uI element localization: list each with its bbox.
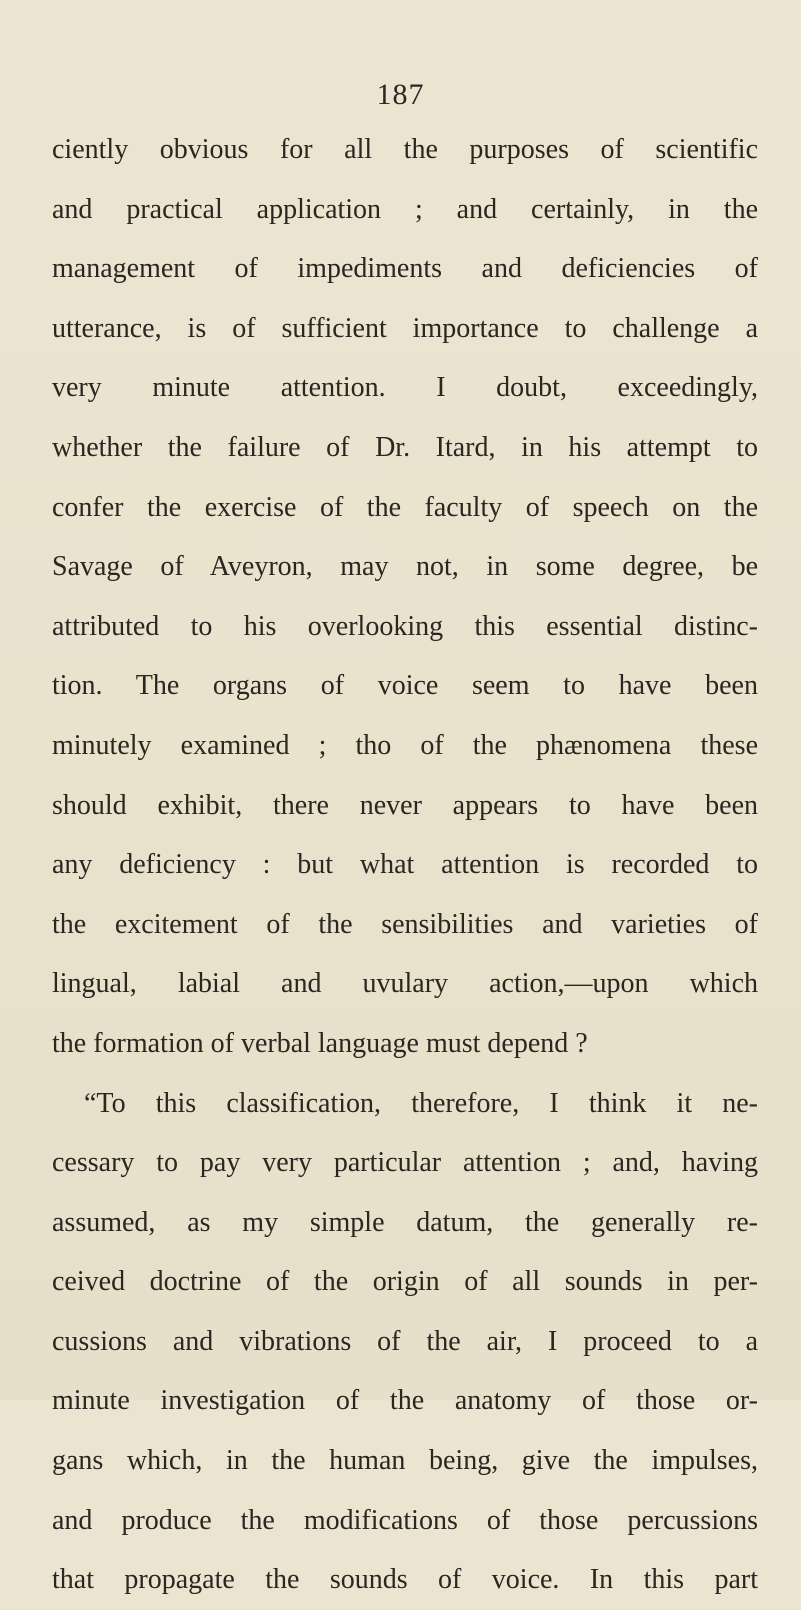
text-line: should exhibit, there never appears to have been: [52, 789, 758, 821]
text-line: any deficiency : but what attention is recorded to: [52, 849, 758, 881]
text-line: minute investigation of the anatomy of those or-: [52, 1385, 758, 1417]
text-line: and produce the modifications of those percussions: [52, 1504, 758, 1536]
text-line: very minute attention. I doubt, exceedingly,: [52, 372, 758, 404]
text-line: lingual, labial and uvulary action,—upon which: [52, 968, 758, 1000]
text-line: and practical application ; and certainly, in the: [52, 193, 758, 225]
text-line: the excitement of the sensibilities and varieties of: [52, 908, 758, 940]
text-line: whether the failure of Dr. Itard, in his attempt to: [52, 431, 758, 463]
text-line: Savage of Aveyron, may not, in some degree, be: [52, 551, 758, 583]
text-line: attributed to his overlooking this essential distinc-: [52, 610, 758, 642]
text-line: ciently obvious for all the purposes of scientific: [52, 134, 758, 165]
body-text: [52, 120, 758, 1610]
text-line: utterance, is of sufficient importance to challenge a: [52, 312, 758, 344]
text-line: minutely examined ; tho of the phænomena these: [52, 729, 758, 761]
text-line: that propagate the sounds of voice. In this part: [52, 1564, 758, 1596]
text-line: cessary to pay very particular attention ; and, having: [52, 1147, 758, 1179]
text-line: management of impediments and deficiencies of: [52, 253, 758, 285]
text-line: cussions and vibrations of the air, I proceed to a: [52, 1325, 758, 1357]
page-number: 187: [376, 78, 425, 111]
text-line: tion. The organs of voice seem to have been: [52, 670, 758, 702]
text-line-paragraph-start: “To this classification, therefore, I think it ne-: [84, 1087, 758, 1119]
text-line: gans which, in the human being, give the impulses,: [52, 1445, 758, 1477]
text-line: confer the exercise of the faculty of speech on the: [52, 491, 758, 523]
text-line: assumed, as my simple datum, the generally re-: [52, 1206, 758, 1238]
text-line: ceived doctrine of the origin of all sounds in per-: [52, 1266, 758, 1298]
text-line: the formation of verbal language must depend ?: [52, 1027, 588, 1059]
